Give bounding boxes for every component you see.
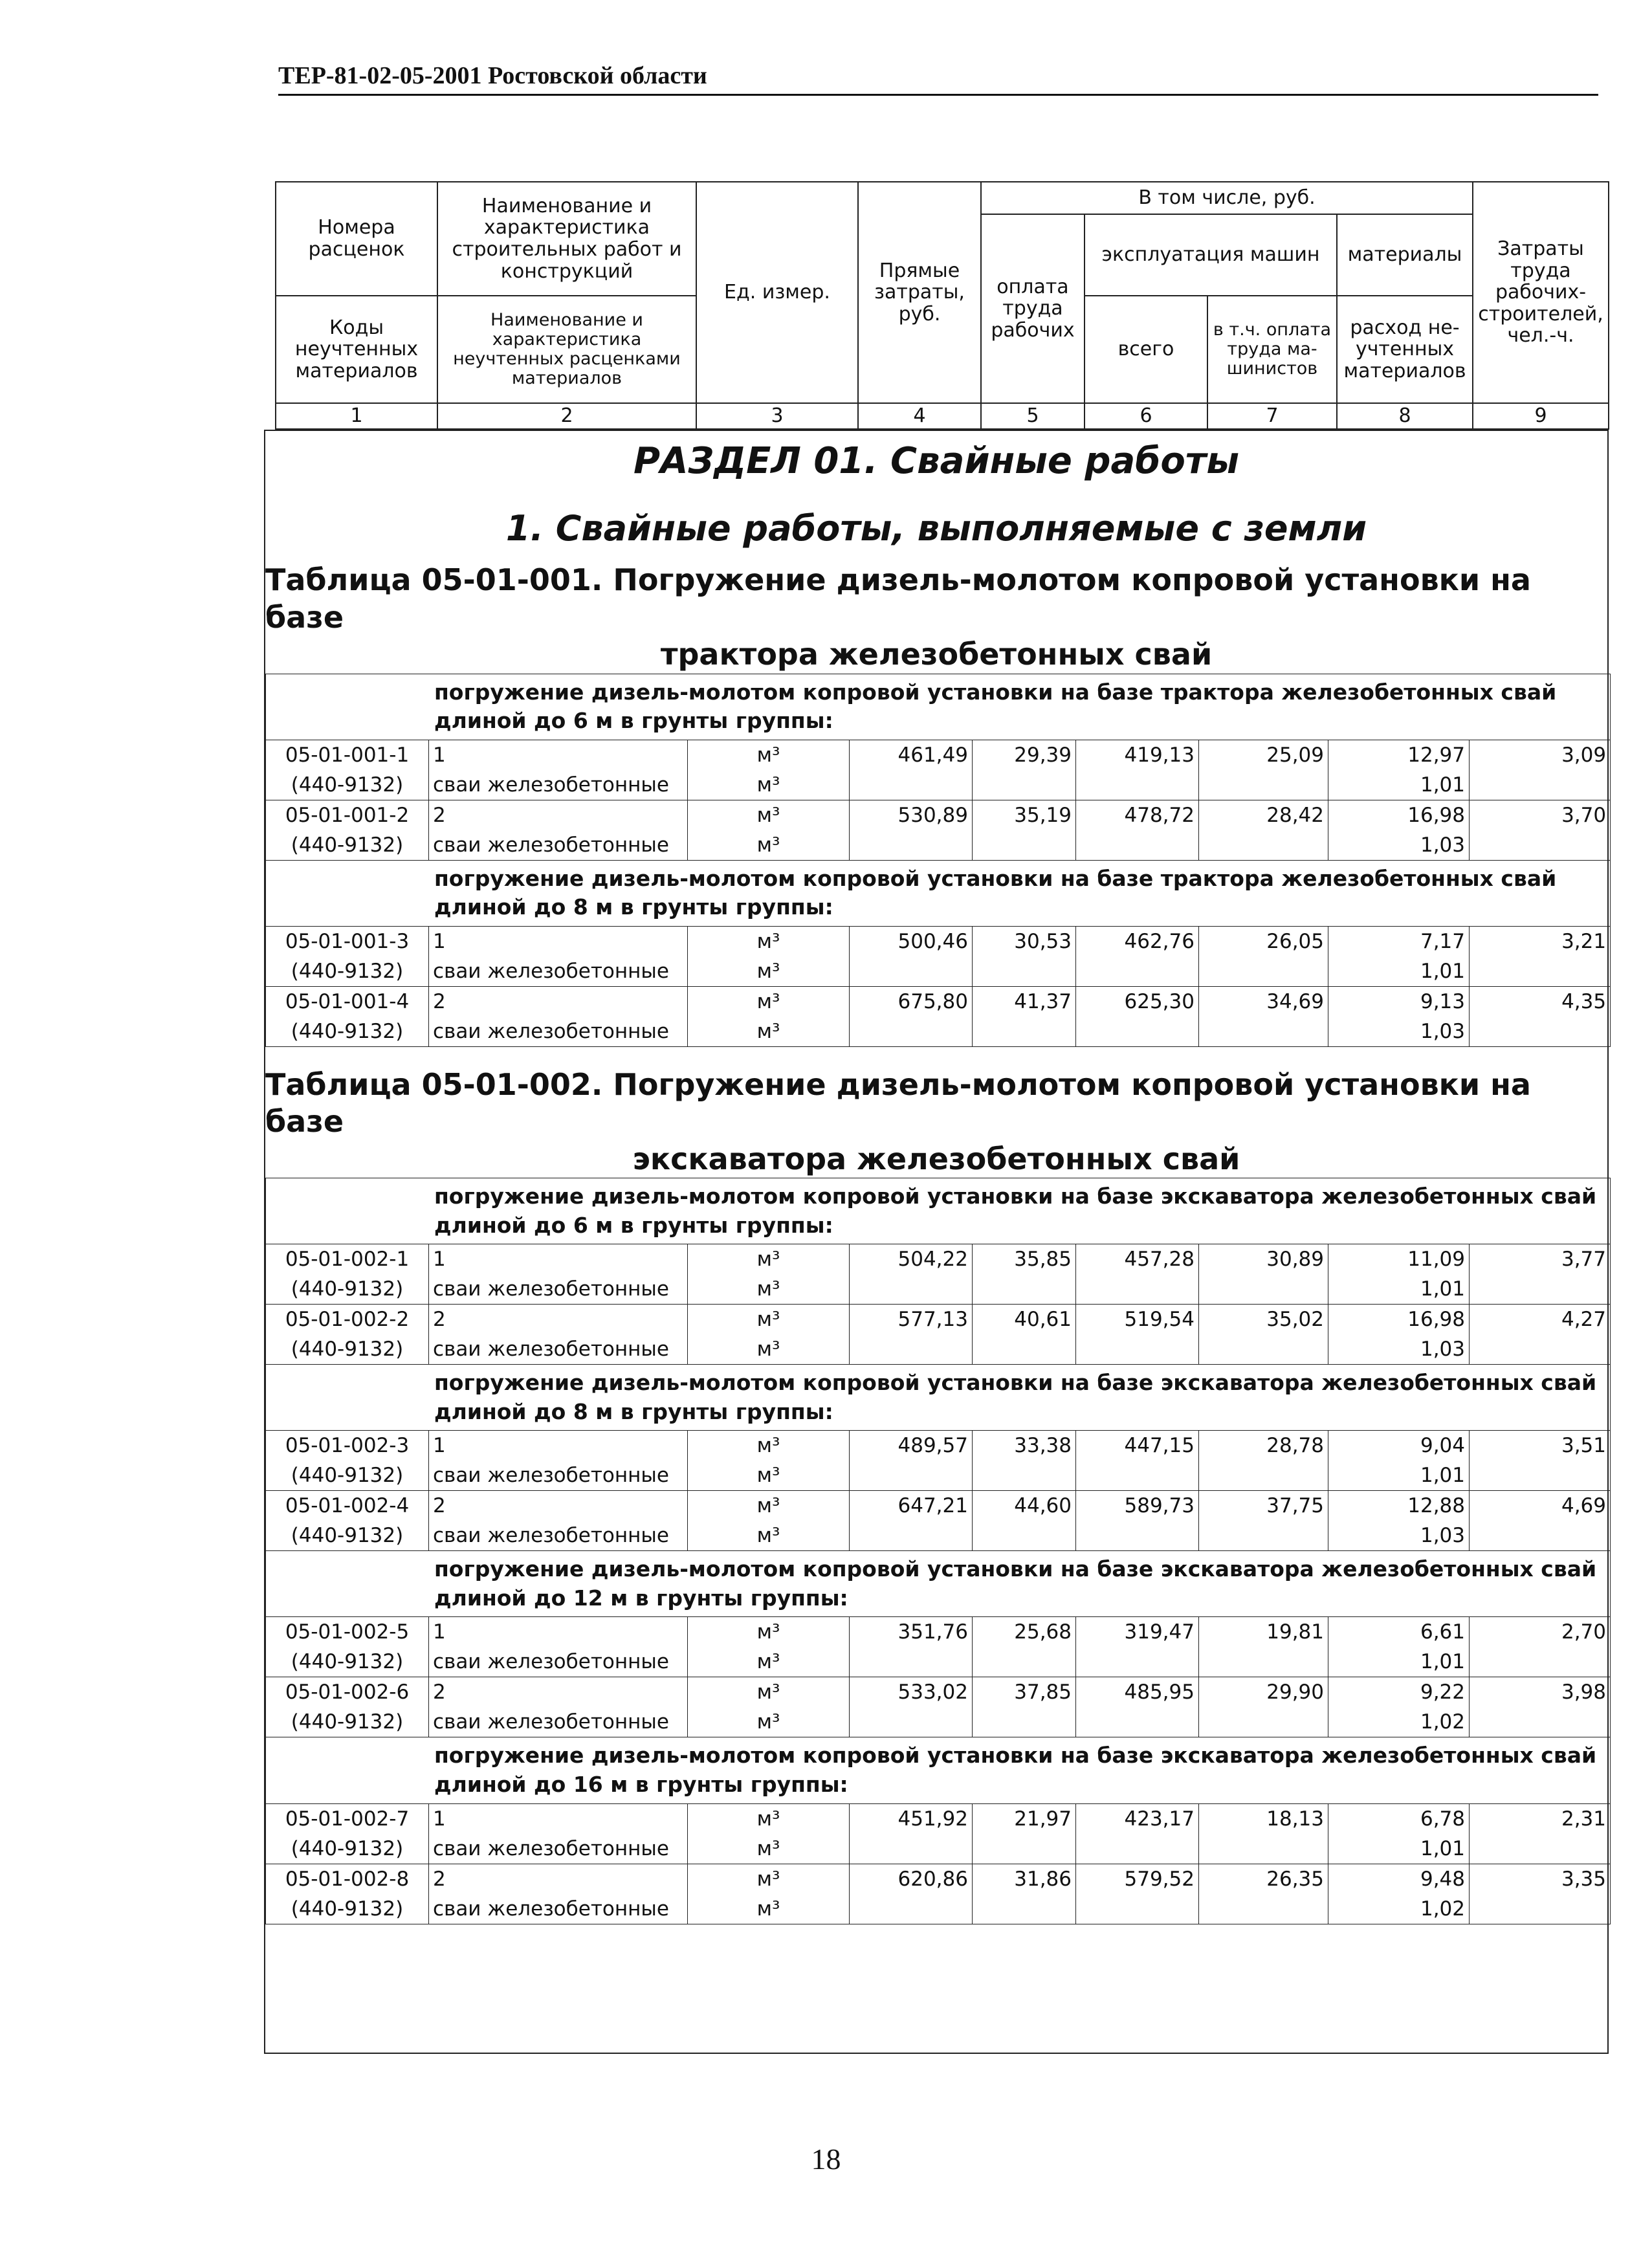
table-title-line2: трактора железобетонных свай	[660, 637, 1213, 672]
rate-name: 1	[429, 1244, 688, 1275]
worker-pay: 25,68	[973, 1617, 1076, 1647]
material-unit: м³	[688, 1334, 850, 1365]
header-material-codes: Коды неучтенных материалов	[276, 296, 437, 403]
rate-unit: м³	[688, 1677, 850, 1708]
rate-unit: м³	[688, 1803, 850, 1834]
rate-unit: м³	[688, 1305, 850, 1335]
material-quantity: 1,02	[1328, 1707, 1470, 1737]
material-name: сваи железобетонные	[429, 1894, 688, 1924]
materials-cost: 16,98	[1328, 800, 1470, 830]
material-name: сваи железобетонные	[429, 1274, 688, 1305]
material-quantity: 1,01	[1328, 1647, 1470, 1677]
material-quantity: 1,02	[1328, 1894, 1470, 1924]
rate-code: 05-01-002-4	[266, 1491, 429, 1521]
material-unit: м³	[688, 1460, 850, 1491]
operator-pay: 26,05	[1199, 926, 1328, 956]
material-quantity: 1,03	[1328, 1334, 1470, 1365]
operator-pay: 35,02	[1199, 1305, 1328, 1335]
table-row	[266, 800, 1611, 830]
group-caption: погружение дизель-молотом копровой установки на базе экскаватора железобетонных свай длиной до 12 м в грунты группы:	[266, 1551, 1611, 1617]
rate-code: 05-01-002-8	[266, 1864, 429, 1894]
header-work-name: Наименование и характеристика строительных работ и конструкций	[437, 182, 696, 296]
materials-cost: 7,17	[1328, 926, 1470, 956]
rate-code: 05-01-002-7	[266, 1803, 429, 1834]
material-unit: м³	[688, 830, 850, 861]
header-col-number: 6	[1085, 403, 1207, 429]
table-row	[266, 1617, 1611, 1647]
worker-pay: 37,85	[973, 1677, 1076, 1708]
material-name: сваи железобетонные	[429, 1460, 688, 1491]
material-quantity: 1,03	[1328, 1017, 1470, 1047]
section-subtitle: 1. Свайные работы, выполняемые с земли	[505, 508, 1367, 549]
table-row	[266, 830, 1611, 861]
rate-name: 2	[429, 1491, 688, 1521]
material-code: (440-9132)	[266, 1460, 429, 1491]
direct-costs: 620,86	[850, 1864, 973, 1894]
worker-pay: 30,53	[973, 926, 1076, 956]
material-unit: м³	[688, 1274, 850, 1305]
rate-unit: м³	[688, 740, 850, 770]
rate-code: 05-01-001-2	[266, 800, 429, 830]
rate-name: 1	[429, 926, 688, 956]
materials-cost: 9,04	[1328, 1431, 1470, 1461]
labor-hours: 4,27	[1470, 1305, 1611, 1335]
material-unit: м³	[688, 1017, 850, 1047]
material-quantity: 1,01	[1328, 1274, 1470, 1305]
direct-costs: 647,21	[850, 1491, 973, 1521]
table-row	[266, 1305, 1611, 1335]
column-header-table	[275, 181, 1609, 430]
rate-name: 2	[429, 1864, 688, 1894]
rate-code: 05-01-002-2	[266, 1305, 429, 1335]
material-name: сваи железобетонные	[429, 1834, 688, 1864]
table-row	[266, 1803, 1611, 1834]
material-unit: м³	[688, 1647, 850, 1677]
materials-cost: 9,48	[1328, 1864, 1470, 1894]
rates-table	[265, 1178, 1611, 1924]
worker-pay: 44,60	[973, 1491, 1076, 1521]
table-title-line1: Таблица 05-01-001. Погружение дизель-молотом копровой установки на базе	[265, 562, 1531, 635]
table-row	[266, 1647, 1611, 1677]
materials-cost: 11,09	[1328, 1244, 1470, 1275]
table-row	[266, 1864, 1611, 1894]
direct-costs: 577,13	[850, 1305, 973, 1335]
header-col-number: 1	[276, 403, 437, 429]
header-col-number: 9	[1473, 403, 1609, 429]
material-name: сваи железобетонные	[429, 1334, 688, 1365]
materials-cost: 9,13	[1328, 986, 1470, 1017]
header-col-number: 4	[858, 403, 981, 429]
material-code: (440-9132)	[266, 1274, 429, 1305]
labor-hours: 3,70	[1470, 800, 1611, 830]
rate-name: 2	[429, 1677, 688, 1708]
rate-unit: м³	[688, 1864, 850, 1894]
material-code: (440-9132)	[266, 1017, 429, 1047]
labor-hours: 3,77	[1470, 1244, 1611, 1275]
rate-unit: м³	[688, 986, 850, 1017]
labor-hours: 3,35	[1470, 1864, 1611, 1894]
header-worker-pay: оплата труда рабочих	[981, 214, 1085, 403]
header-material-consumption: расход не-учтенных материалов	[1337, 296, 1473, 403]
material-code: (440-9132)	[266, 956, 429, 987]
material-name: сваи железобетонные	[429, 770, 688, 800]
materials-cost: 12,97	[1328, 740, 1470, 770]
material-code: (440-9132)	[266, 830, 429, 861]
material-code: (440-9132)	[266, 1834, 429, 1864]
material-unit: м³	[688, 1521, 850, 1551]
direct-costs: 489,57	[850, 1431, 973, 1461]
machines-total: 319,47	[1076, 1617, 1199, 1647]
table-row	[266, 1244, 1611, 1275]
labor-hours: 2,31	[1470, 1803, 1611, 1834]
material-code: (440-9132)	[266, 1707, 429, 1737]
worker-pay: 41,37	[973, 986, 1076, 1017]
rate-unit: м³	[688, 800, 850, 830]
material-quantity: 1,03	[1328, 1521, 1470, 1551]
rate-unit: м³	[688, 926, 850, 956]
material-name: сваи железобетонные	[429, 1647, 688, 1677]
materials-cost: 6,78	[1328, 1803, 1470, 1834]
rate-unit: м³	[688, 1491, 850, 1521]
material-name: сваи железобетонные	[429, 1017, 688, 1047]
worker-pay: 35,85	[973, 1244, 1076, 1275]
table-row	[266, 770, 1611, 800]
rate-code: 05-01-002-1	[266, 1244, 429, 1275]
table-row	[266, 926, 1611, 956]
rate-name: 1	[429, 1431, 688, 1461]
operator-pay: 25,09	[1199, 740, 1328, 770]
operator-pay: 19,81	[1199, 1617, 1328, 1647]
header-machines-total: всего	[1085, 296, 1207, 403]
labor-hours: 4,35	[1470, 986, 1611, 1017]
group-caption: погружение дизель-молотом копровой установки на базе экскаватора железобетонных свай длиной до 6 м в грунты группы:	[266, 1178, 1611, 1244]
rate-code: 05-01-001-3	[266, 926, 429, 956]
operator-pay: 28,42	[1199, 800, 1328, 830]
direct-costs: 675,80	[850, 986, 973, 1017]
direct-costs: 351,76	[850, 1617, 973, 1647]
rate-code: 05-01-002-5	[266, 1617, 429, 1647]
rate-code: 05-01-002-6	[266, 1677, 429, 1708]
header-direct-costs: Прямые затраты, руб.	[858, 182, 981, 403]
worker-pay: 21,97	[973, 1803, 1076, 1834]
header-including: В том числе, руб.	[981, 182, 1473, 214]
labor-hours: 3,51	[1470, 1431, 1611, 1461]
material-unit: м³	[688, 770, 850, 800]
header-col-number: 2	[437, 403, 696, 429]
operator-pay: 18,13	[1199, 1803, 1328, 1834]
table-row	[266, 1677, 1611, 1708]
table-row	[266, 1834, 1611, 1864]
group-caption: погружение дизель-молотом копровой установки на базе трактора железобетонных свай длиной до 6 м в грунты группы:	[266, 674, 1611, 740]
worker-pay: 31,86	[973, 1864, 1076, 1894]
header-col-number: 3	[696, 403, 858, 429]
table-row	[266, 1460, 1611, 1491]
table-row	[266, 1521, 1611, 1551]
group-caption: погружение дизель-молотом копровой установки на базе экскаватора железобетонных свай длиной до 8 м в грунты группы:	[266, 1365, 1611, 1431]
material-code: (440-9132)	[266, 1647, 429, 1677]
table-row	[266, 1707, 1611, 1737]
header-col-number: 5	[981, 403, 1085, 429]
machines-total: 579,52	[1076, 1864, 1199, 1894]
material-unit: м³	[688, 956, 850, 987]
material-quantity: 1,03	[1328, 830, 1470, 861]
material-name: сваи железобетонные	[429, 1707, 688, 1737]
table-row	[266, 1431, 1611, 1461]
rate-unit: м³	[688, 1244, 850, 1275]
rate-name: 2	[429, 1305, 688, 1335]
table-row	[266, 1274, 1611, 1305]
worker-pay: 33,38	[973, 1431, 1076, 1461]
table-row	[266, 1334, 1611, 1365]
operator-pay: 29,90	[1199, 1677, 1328, 1708]
materials-cost: 9,22	[1328, 1677, 1470, 1708]
material-quantity: 1,01	[1328, 1460, 1470, 1491]
labor-hours: 3,21	[1470, 926, 1611, 956]
table-title-line1: Таблица 05-01-002. Погружение дизель-молотом копровой установки на базе	[265, 1066, 1531, 1140]
group-caption: погружение дизель-молотом копровой установки на базе экскаватора железобетонных свай длиной до 16 м в грунты группы:	[266, 1737, 1611, 1803]
rate-unit: м³	[688, 1431, 850, 1461]
materials-cost: 12,88	[1328, 1491, 1470, 1521]
header-materials: материалы	[1337, 214, 1473, 296]
material-quantity: 1,01	[1328, 956, 1470, 987]
material-quantity: 1,01	[1328, 1834, 1470, 1864]
header-labor-hours: Затраты труда рабочих-строителей, чел.-ч.	[1473, 182, 1609, 403]
labor-hours: 2,70	[1470, 1617, 1611, 1647]
direct-costs: 533,02	[850, 1677, 973, 1708]
machines-total: 419,13	[1076, 740, 1199, 770]
material-name: сваи железобетонные	[429, 830, 688, 861]
material-name: сваи железобетонные	[429, 956, 688, 987]
operator-pay: 30,89	[1199, 1244, 1328, 1275]
rate-name: 1	[429, 1617, 688, 1647]
table-row	[266, 956, 1611, 987]
machines-total: 457,28	[1076, 1244, 1199, 1275]
material-unit: м³	[688, 1707, 850, 1737]
material-quantity: 1,01	[1328, 770, 1470, 800]
material-code: (440-9132)	[266, 1894, 429, 1924]
header-rate-numbers: Номера расценок	[276, 182, 437, 296]
worker-pay: 29,39	[973, 740, 1076, 770]
material-name: сваи железобетонные	[429, 1521, 688, 1551]
material-code: (440-9132)	[266, 770, 429, 800]
rates-table	[265, 674, 1611, 1047]
header-unit: Ед. измер.	[696, 182, 858, 403]
table-title	[265, 562, 1607, 674]
table-row	[266, 986, 1611, 1017]
rate-code: 05-01-001-4	[266, 986, 429, 1017]
group-caption: погружение дизель-молотом копровой установки на базе трактора железобетонных свай длиной до 8 м в грунты группы:	[266, 860, 1611, 926]
machines-total: 462,76	[1076, 926, 1199, 956]
rate-name: 2	[429, 800, 688, 830]
materials-cost: 16,98	[1328, 1305, 1470, 1335]
machines-total: 589,73	[1076, 1491, 1199, 1521]
materials-cost: 6,61	[1328, 1617, 1470, 1647]
worker-pay: 40,61	[973, 1305, 1076, 1335]
material-code: (440-9132)	[266, 1521, 429, 1551]
content-frame	[264, 430, 1609, 2054]
machines-total: 485,95	[1076, 1677, 1199, 1708]
material-unit: м³	[688, 1834, 850, 1864]
machines-total: 519,54	[1076, 1305, 1199, 1335]
header-col-number: 7	[1207, 403, 1337, 429]
operator-pay: 26,35	[1199, 1864, 1328, 1894]
labor-hours: 3,09	[1470, 740, 1611, 770]
rate-unit: м³	[688, 1617, 850, 1647]
header-material-name: Наименование и характеристика неучтенных расценками материалов	[437, 296, 696, 403]
rate-name: 1	[429, 1803, 688, 1834]
header-operator-pay: в т.ч. оплата труда ма-шинистов	[1207, 296, 1337, 403]
rate-code: 05-01-002-3	[266, 1431, 429, 1461]
direct-costs: 451,92	[850, 1803, 973, 1834]
labor-hours: 4,69	[1470, 1491, 1611, 1521]
table-row	[266, 1491, 1611, 1521]
operator-pay: 28,78	[1199, 1431, 1328, 1461]
section-title: РАЗДЕЛ 01. Свайные работы	[633, 440, 1239, 482]
table-row	[266, 1017, 1611, 1047]
direct-costs: 461,49	[850, 740, 973, 770]
table-title-line2: экскаватора железобетонных свай	[632, 1141, 1240, 1176]
operator-pay: 34,69	[1199, 986, 1328, 1017]
machines-total: 625,30	[1076, 986, 1199, 1017]
material-code: (440-9132)	[266, 1334, 429, 1365]
rate-name: 1	[429, 740, 688, 770]
direct-costs: 504,22	[850, 1244, 973, 1275]
worker-pay: 35,19	[973, 800, 1076, 830]
labor-hours: 3,98	[1470, 1677, 1611, 1708]
rate-code: 05-01-001-1	[266, 740, 429, 770]
machines-total: 478,72	[1076, 800, 1199, 830]
header-machines: эксплуатация машин	[1085, 214, 1337, 296]
table-row	[266, 740, 1611, 770]
operator-pay: 37,75	[1199, 1491, 1328, 1521]
running-head: ТЕР-81-02-05-2001 Ростовской области	[278, 61, 1598, 96]
direct-costs: 500,46	[850, 926, 973, 956]
page-number: 18	[811, 2143, 841, 2176]
direct-costs: 530,89	[850, 800, 973, 830]
machines-total: 423,17	[1076, 1803, 1199, 1834]
rate-name: 2	[429, 986, 688, 1017]
material-unit: м³	[688, 1894, 850, 1924]
header-col-number: 8	[1337, 403, 1473, 429]
machines-total: 447,15	[1076, 1431, 1199, 1461]
table-title	[265, 1066, 1607, 1178]
table-row	[266, 1894, 1611, 1924]
